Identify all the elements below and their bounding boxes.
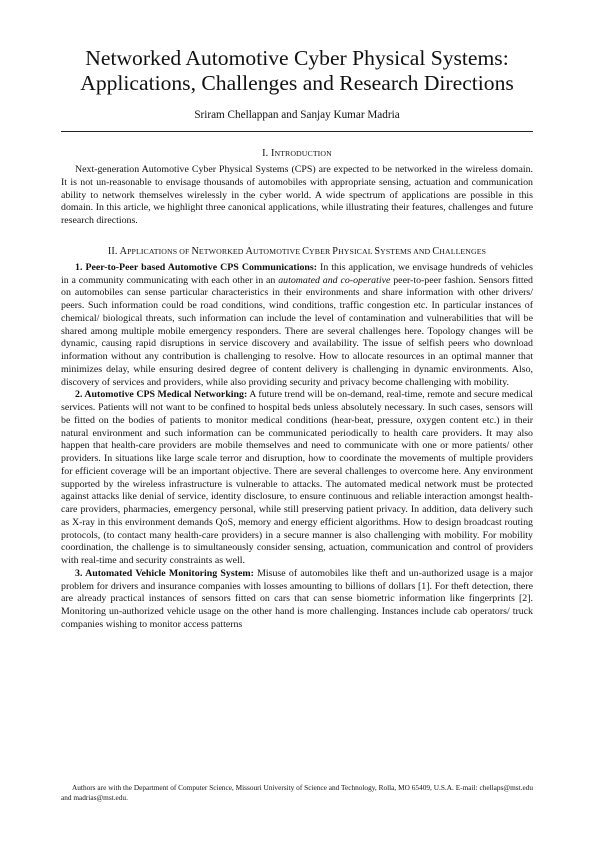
heading-smallcaps: NTRODUCTION [274,149,332,158]
paragraph-text: Misuse of automobiles like theft and un-authorized usage is a major problem for drivers and insurance companies with losses amounting to billions of dollars [1]. For theft detection, there are already practical instances of sensors fitted on cars that can sense biometric information like fingerprints [2]. Monitoring un-authorized vehicle usage on the other hand is more challenging. Instances include cab operators/ truck companies wishing to monitor access patterns [61,567,533,630]
paragraph-lead: 1. Peer-to-Peer based Automotive CPS Communications: [75,261,318,273]
heading-initial: S [374,245,381,257]
section-heading-applications [61,245,533,258]
author-list: Sriram Chellappan and Sanjay Kumar Madria [194,109,400,121]
heading-initial: P [332,245,339,257]
heading-smallcaps: UTOMOTIVE [252,246,303,256]
heading-smallcaps: YBER [309,246,333,256]
heading-smallcaps: YSTEMS AND [380,246,433,256]
heading-initial: C [302,245,310,257]
section-numeral: I. [262,148,269,159]
heading-initial: I [270,148,275,159]
title-line-2: Applications, Challenges and Research Directions [80,71,514,95]
application-paragraph [61,568,533,632]
paper-title [61,46,533,96]
application-paragraph [61,389,533,568]
paragraph-lead: 3. Automated Vehicle Monitoring System: [75,567,254,579]
paragraph-text: A future trend will be on-demand, real-time, remote and secure medical services. Patients will not want to be confined to hospital beds unless absolutely necessary. In such cases, sensors will be fitted on the bodies of patients to monitor medical conditions (hear-beat, pressure, oxygen content etc.) in their natural environment and such information can be communicated periodically to health care providers. It may also happen that health-care providers are mobile themselves and need to communicate with one or more patients/ other providers. In situations like large scale terror and disruption, how to coordinate the movements of multiple providers for efficient coverage will be an important objective. There are several challenges to overcome here. Any environment supported by the wireless infrastructure is vulnerable to attacks. The automated medical network must be protected against attacks like denial of service, identity disclosure, to ensure continuous and reliable interaction amongst health-care providers, pharmacies, emergency personal, while still preserving patient privacy. In addition, data delivery such as X-ray in this environment demands QoS, memory and energy efficient algorithms. How to design broadcast routing protocols, (to contact many health-care providers) in a secure manner is also challenging with mobility. For mobility coordination, the challenge is to simultaneously consider sensing, actuation, communication and control of providers with real-time and security constraints as well. [61,389,533,566]
heading-text [120,246,486,257]
paragraph-emphasis: automated and co-operative [278,274,391,286]
author-footnote: Authors are with the Department of Computer Science, Missouri University of Science and Technology, Rolla, MO 65409, U.S.A. E-mail: chellaps@mst.edu and madrias@mst.edu. [61,783,533,802]
heading-smallcaps: ETWORKED [198,246,246,256]
section-numeral: II. [107,245,118,257]
heading-initial: C [432,245,440,257]
applications-body [61,262,533,632]
paper-page [61,46,533,632]
heading-smallcaps: PPLICATIONS OF [127,246,192,256]
title-line-1: Networked Automotive Cyber Physical Systems: [85,46,509,70]
heading-initial: A [119,245,128,257]
heading-smallcaps: HYSICAL [338,246,375,256]
heading-initial: A [245,245,253,257]
section-heading-introduction [61,147,533,160]
paragraph-lead: 2. Automotive CPS Medical Networking: [75,389,248,401]
heading-initial: N [191,245,199,257]
introduction-paragraph: Next-generation Automotive Cyber Physical Systems (CPS) are expected to be networked in the wireless domain. It is not un-reasonable to envisage thousands of automobiles with appropriate sensing, actuation and communication ability to network themselves wirelessly in the cyber world. A wide spectrum of applications are possible in this domain. In this article, we highlight three canonical applications, while illustrating their features, challenges and future research directions. [61,164,533,226]
paragraph-text: peer-to-peer fashion. Sensors fitted on automobiles can sense particular characteristics in their environments and share information with other drivers/ peers. Such information could be road conditions, wind conditions, traffic congestion etc. In particular instances of chemical/ biological threats, such information can include the level of contamination and vulnerabilities that will be shared among multiple mobile emergency responders. There are several challenges here. Topology changes will be dynamic, causing rapid disruptions in service discovery and availability. The issue of selfish peers who download information without any contribution is challenging to resolve. How to allocate resources in an optimal manner that minimizes delay, while ensuring desired degree of content delivery is challenging in dynamic environments. Also, discovery of services and providers, while also providing security and privacy become challenging with mobility. [61,274,533,388]
application-paragraph [61,262,533,390]
heading-smallcaps: HALLENGES [439,246,487,256]
paragraph-text: In this application, we envisage hundreds of vehicles in a community communicating with each other in an [61,261,534,286]
title-divider [61,131,533,132]
